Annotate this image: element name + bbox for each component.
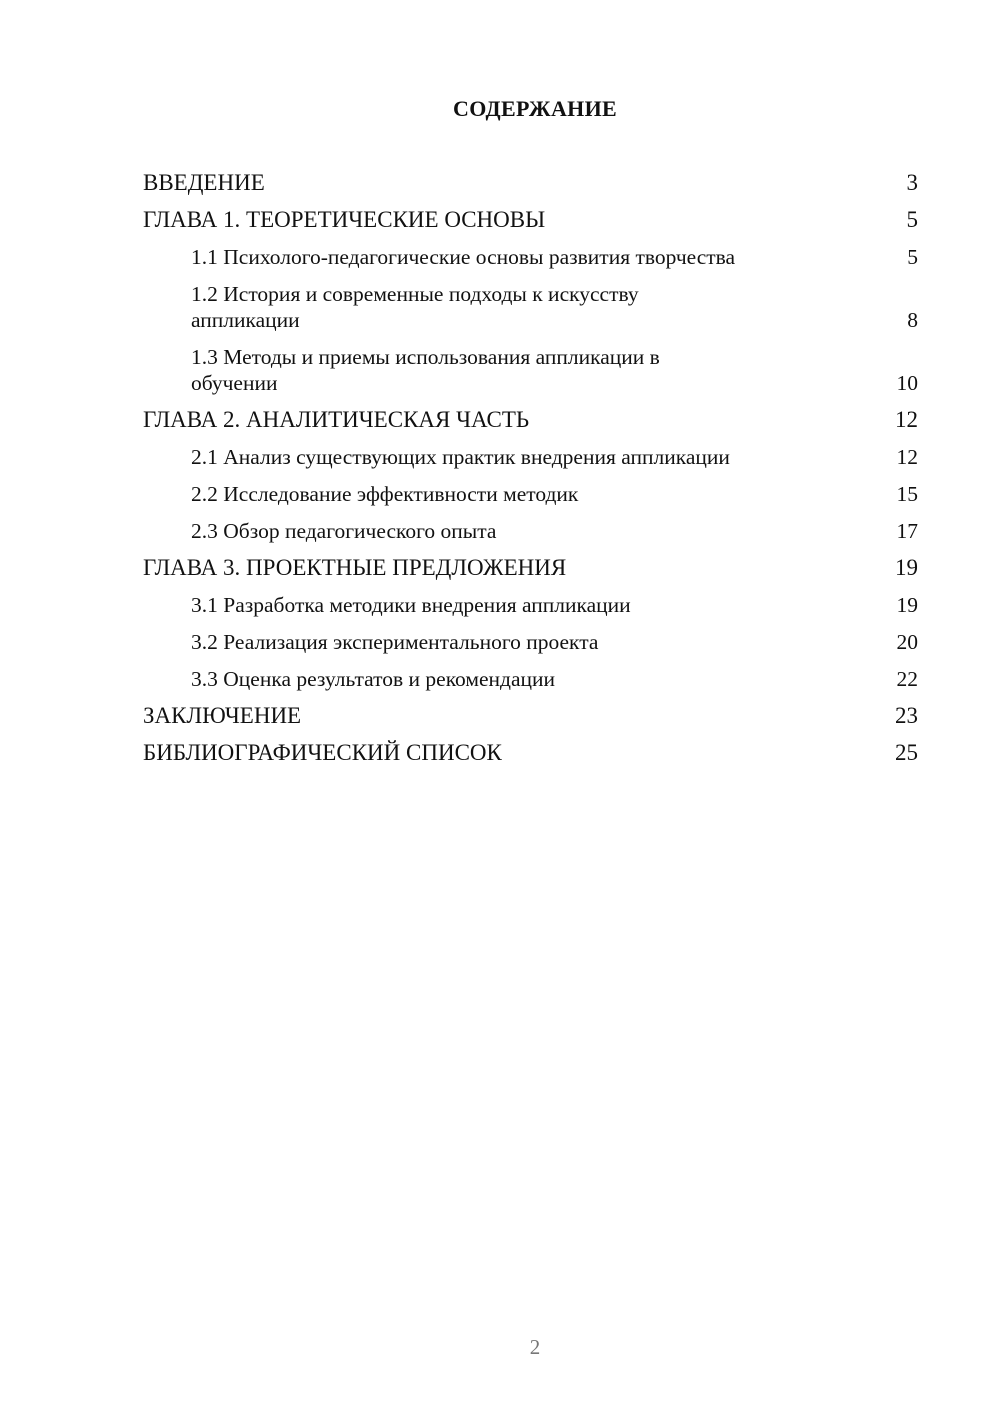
page-number: 2 (529, 1335, 541, 1359)
toc-entry[interactable] (143, 344, 918, 396)
toc-entry-page: 12 (895, 407, 918, 432)
toc-entry-label: БИБЛИОГРАФИЧЕСКИЙ СПИСОК (143, 740, 502, 765)
toc-entry-label: 3.2 Реализация экспериментального проекта (191, 630, 599, 654)
toc-entry-label: ГЛАВА 2. АНАЛИТИЧЕСКАЯ ЧАСТЬ (143, 407, 530, 432)
toc-entry-page: 5 (906, 207, 918, 232)
toc-entry-page: 8 (907, 308, 918, 332)
toc-entry-label: 1.1 Психолого-педагогические основы развития творчества (191, 245, 736, 269)
toc-entry[interactable] (143, 407, 918, 433)
toc-entry[interactable] (143, 207, 918, 233)
toc-entry[interactable] (143, 281, 918, 333)
toc-entry[interactable] (143, 555, 918, 581)
toc-entry-page: 20 (896, 630, 918, 654)
toc-entry-label: 1.2 История и современные подходы к искусству аппликации (191, 282, 639, 332)
toc-entry[interactable] (143, 666, 918, 692)
toc-entry[interactable] (143, 170, 918, 196)
page-title: СОДЕРЖАНИЕ (453, 96, 617, 121)
toc-entry-page: 15 (896, 482, 918, 506)
toc-entry-page: 22 (896, 667, 918, 691)
toc-entry-page: 19 (896, 593, 918, 617)
toc-entry-page: 12 (896, 445, 918, 469)
toc-entry-label: ГЛАВА 3. ПРОЕКТНЫЕ ПРЕДЛОЖЕНИЯ (143, 555, 567, 580)
toc-entry-page: 5 (907, 245, 918, 269)
toc-entry[interactable] (143, 740, 918, 766)
toc-entry[interactable] (143, 244, 918, 270)
toc-entry-label: ГЛАВА 1. ТЕОРЕТИЧЕСКИЕ ОСНОВЫ (143, 207, 546, 232)
toc-entry-page: 19 (895, 555, 918, 580)
toc-entry-page: 25 (895, 740, 918, 765)
toc-entry[interactable] (143, 518, 918, 544)
toc-entry-page: 10 (896, 371, 918, 395)
toc-entry-label: 2.1 Анализ существующих практик внедрения аппликации (191, 445, 730, 469)
toc-entry-label: 2.3 Обзор педагогического опыта (191, 519, 497, 543)
toc-entry-label: 2.2 Исследование эффективности методик (191, 482, 579, 506)
toc-entry-label: ВВЕДЕНИЕ (143, 170, 265, 195)
toc-entry-label: 1.3 Методы и приемы использования аппликации в обучении (191, 345, 660, 395)
toc-entry[interactable] (143, 703, 918, 729)
toc-entry[interactable] (143, 481, 918, 507)
toc-entry-page: 17 (896, 519, 918, 543)
toc-entry[interactable] (143, 444, 918, 470)
toc-entry-page: 23 (895, 703, 918, 728)
toc-entry[interactable] (143, 592, 918, 618)
toc-entry[interactable] (143, 629, 918, 655)
toc-entry-label: ЗАКЛЮЧЕНИЕ (143, 703, 302, 728)
toc-entry-label: 3.1 Разработка методики внедрения аппликации (191, 593, 631, 617)
toc-entry-label: 3.3 Оценка результатов и рекомендации (191, 667, 556, 691)
table-of-contents (143, 170, 918, 777)
toc-entry-page: 3 (906, 170, 918, 195)
